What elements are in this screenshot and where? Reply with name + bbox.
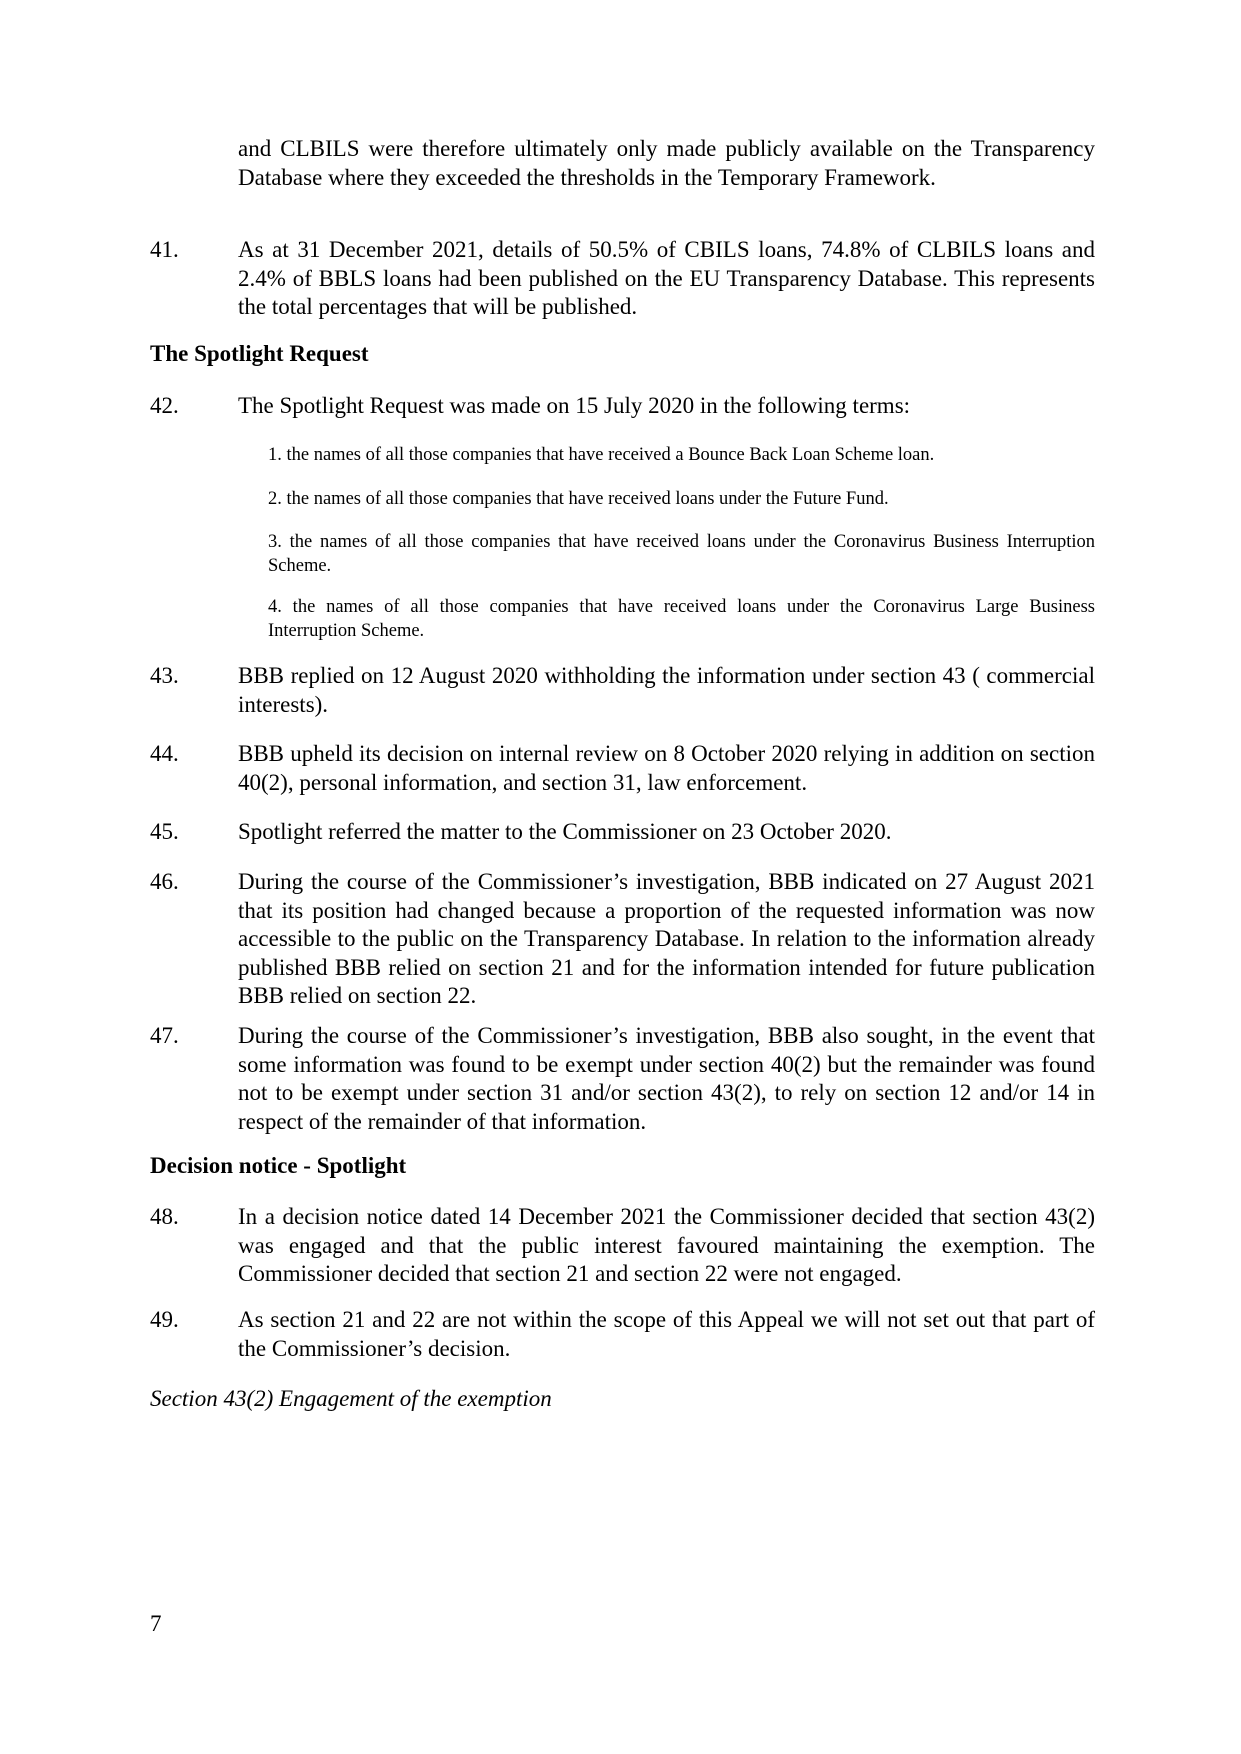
request-item-4: 4. the names of all those companies that have received loans under the Coronavirus Large Business Interruption Scheme.: [268, 597, 1095, 641]
paragraph-text: In a decision notice dated 14 December 2021 the Commissioner decided that section 43(2) was engaged and that the public interest favoured maintaining the exemption. The Commissioner decided that section 21 and section 22 were not engaged.: [238, 1204, 1095, 1286]
paragraph-number: 48.: [150, 1204, 179, 1229]
paragraph-text: During the course of the Commissioner’s investigation, BBB indicated on 27 August 2021 that its position had changed because a proportion of the requested information was now accessible to the public on the Transparency Database. In relation to the information already published BBB relied on section 21 and for the information intended for future publication BBB relied on section 22.: [238, 869, 1095, 1008]
paragraph-continuation: [150, 135, 1095, 192]
paragraph-44: [150, 740, 1095, 797]
paragraph-46: [150, 868, 1095, 1011]
paragraph-text: During the course of the Commissioner’s investigation, BBB also sought, in the event that some information was found to be exempt under section 40(2) but the remainder was found not to be exempt under section 31 and/or section 43(2), to rely on section 12 and/or 14 in respect of the remainder of that information.: [238, 1023, 1095, 1134]
paragraph-text: The Spotlight Request was made on 15 July 2020 in the following terms:: [238, 393, 911, 418]
paragraph-text: As at 31 December 2021, details of 50.5% of CBILS loans, 74.8% of CLBILS loans and 2.4% of BBLS loans had been published on the EU Transparency Database. This represents the total percentages that will be published.: [238, 237, 1095, 319]
paragraph-47: [150, 1022, 1095, 1136]
paragraph-49: [150, 1306, 1095, 1363]
paragraph-text: BBB replied on 12 August 2020 withholding the information under section 43 ( commercial interests).: [238, 663, 1095, 717]
paragraph-number: 41.: [150, 237, 179, 262]
heading-spotlight-request: The Spotlight Request: [150, 341, 369, 366]
request-item-3: 3. the names of all those companies that have received loans under the Coronavirus Business Interruption Scheme.: [268, 532, 1095, 576]
paragraph-48: [150, 1203, 1095, 1289]
paragraph-number: 42.: [150, 393, 179, 418]
heading-decision-notice: Decision notice - Spotlight: [150, 1153, 407, 1178]
paragraph-number: 49.: [150, 1307, 179, 1332]
paragraph-45: [150, 818, 1095, 847]
paragraph-text: Spotlight referred the matter to the Commissioner on 23 October 2020.: [238, 819, 892, 844]
paragraph-number: 43.: [150, 663, 179, 688]
paragraph-42: [150, 392, 1095, 421]
heading-section-43: Section 43(2) Engagement of the exemption: [150, 1386, 552, 1411]
request-item-2: 2. the names of all those companies that have received loans under the Future Fund.: [268, 489, 889, 509]
page-number: 7: [150, 1611, 162, 1636]
request-item-1: 1. the names of all those companies that have received a Bounce Back Loan Scheme loan.: [268, 445, 935, 465]
paragraph-43: [150, 662, 1095, 719]
paragraph-number: 47.: [150, 1023, 179, 1048]
paragraph-41: [150, 236, 1095, 322]
paragraph-number: 46.: [150, 869, 179, 894]
paragraph-text: BBB upheld its decision on internal review on 8 October 2020 relying in addition on section 40(2), personal information, and section 31, law enforcement.: [238, 741, 1095, 795]
paragraph-number: 45.: [150, 819, 179, 844]
paragraph-text: and CLBILS were therefore ultimately only made publicly available on the Transparency Database where they exceeded the thresholds in the Temporary Framework.: [238, 136, 1095, 190]
paragraph-text: As section 21 and 22 are not within the scope of this Appeal we will not set out that part of the Commissioner’s decision.: [238, 1307, 1095, 1361]
paragraph-number: 44.: [150, 741, 179, 766]
